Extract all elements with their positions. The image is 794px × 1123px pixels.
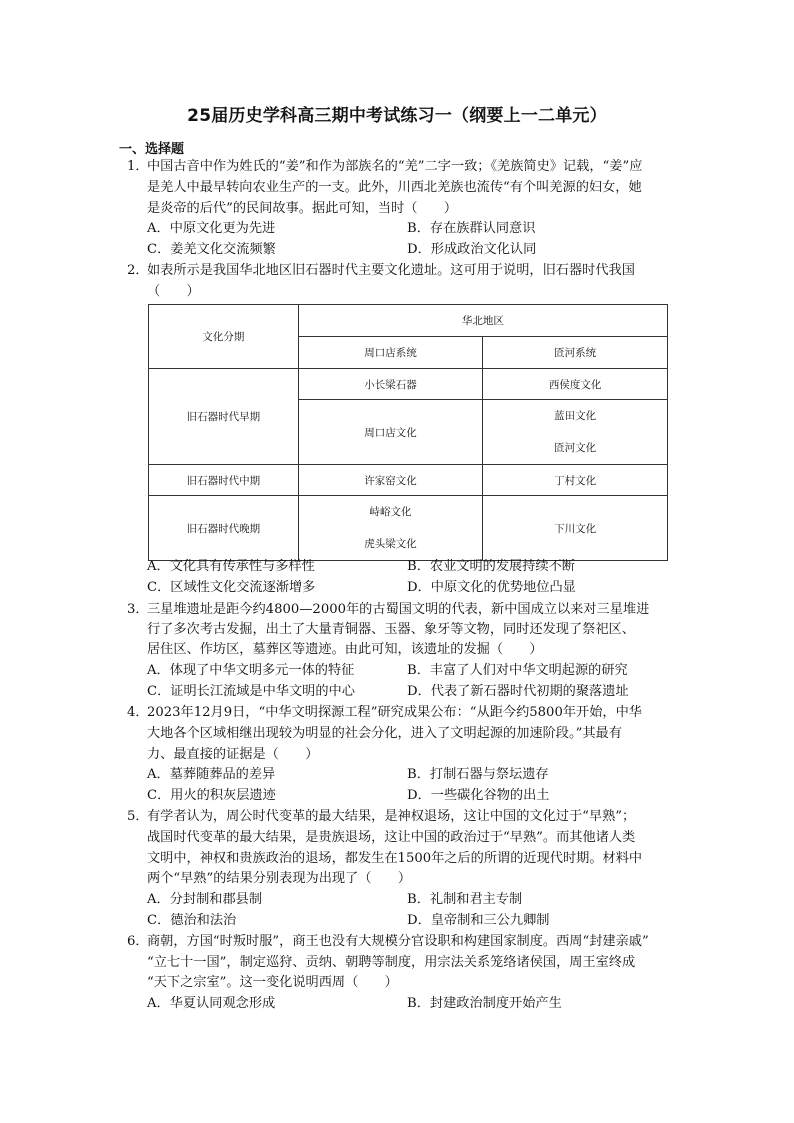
table-header-system-1: 周口店系统 <box>298 337 483 369</box>
option-b: B．丰富了人们对中华文明起源的研究 <box>407 663 628 678</box>
table-cell <box>483 400 668 465</box>
table-cell-period: 旧石器时代晚期 <box>149 496 299 561</box>
option-c: C．用火的积灰层遗迹 <box>147 788 276 803</box>
table-cell-line: 峙峪文化 <box>369 506 412 518</box>
option-a: A．中原文化更为先进 <box>147 221 276 236</box>
table-cell: 下川文化 <box>483 496 668 561</box>
question-text-line: 三星堆遗址是距今约4800—2000年的古蜀国文明的代表，新中国成立以来对三星堆进 <box>147 602 650 617</box>
question-text-line: 是炎帝的后代”的民间故事。据此可知，当时（ ） <box>147 201 458 216</box>
table-header-system-2: 匼河系统 <box>483 337 668 369</box>
question-text-line: 两个“早熟”的结果分别表现为出现了（ ） <box>147 871 412 886</box>
question-text-line: （ ） <box>147 284 200 299</box>
question-text-line: 是羌人中最早转向农业生产的一支。此外，川西北羌族也流传“有个叫羌源的妇女，她 <box>147 180 642 195</box>
table-cell-line: 匼河文化 <box>554 442 597 454</box>
question-text-line: 商朝，方国“时叛时服”，商王也没有大规模分官设职和构建国家制度。西周“封建亲戚” <box>147 934 649 949</box>
option-d: D．一些碳化谷物的出土 <box>407 788 550 803</box>
option-b: B．封建政治制度开始产生 <box>407 996 562 1011</box>
question-text-line: “立七十一国”，制定巡狩、贡纳、朝聘等制度，用宗法关系笼络诸侯国，周王室终成 <box>147 955 636 970</box>
question-text-line: 文明中，神权和贵族政治的退场，都发生在1500年之后的所谓的近现代时期。材料中 <box>147 851 643 866</box>
option-d: D．形成政治文化认同 <box>407 242 537 257</box>
option-b: B．存在族群认同意识 <box>407 221 536 236</box>
option-d: D．代表了新石器时代初期的聚落遗址 <box>407 684 629 699</box>
question-text-line: 中国古音中作为姓氏的“姜”和作为部族名的“羌”二字一致；《羌族简史》记载，“姜”应 <box>147 159 643 174</box>
question-text-line: 行了多次考古发掘，出土了大量青铜器、玉器、象牙等文物，同时还发现了祭祀区、 <box>147 622 635 637</box>
question-text-line: 有学者认为，周公时代变革的最大结果，是神权退场，这让中国的文化过于“早熟”； <box>147 809 636 824</box>
question-text-line: 战国时代变革的最大结果，是贵族退场，这让中国的政治过于“早熟”。而其他诸人类 <box>147 830 636 845</box>
option-b: B．礼制和君主专制 <box>407 892 523 907</box>
table-cell-period: 旧石器时代早期 <box>149 369 299 465</box>
culture-table <box>148 304 668 561</box>
question-number: 1． <box>127 159 149 174</box>
option-a: A．华夏认同观念形成 <box>147 996 276 1011</box>
table-cell: 丁村文化 <box>483 465 668 496</box>
option-d: D．皇帝制和三公九卿制 <box>407 913 550 928</box>
question-text-line: 居住区、作坊区，墓葬区等遗迹。由此可知，该遗址的发掘（ ） <box>147 642 543 657</box>
question-text-line: “天下之宗室”。这一变化说明西周（ ） <box>147 975 398 990</box>
table-cell <box>298 496 483 561</box>
question-text-line: 如表所示是我国华北地区旧石器时代主要文化遗址。这可用于说明，旧石器时代我国 <box>147 263 635 278</box>
table-cell-line: 虎头梁文化 <box>364 538 417 550</box>
option-d: D．中原文化的优势地位凸显 <box>407 580 576 595</box>
section-heading: 一、选择题 <box>119 142 185 157</box>
table-cell: 西侯度文化 <box>483 369 668 400</box>
question-text-line: 力、最直接的证据是（ ） <box>147 747 319 762</box>
option-b: B．农业文明的发展持续不断 <box>407 559 575 574</box>
table-header-period: 文化分期 <box>149 305 299 369</box>
table-cell: 许家窑文化 <box>298 465 483 496</box>
option-c: C．德治和法治 <box>147 913 237 928</box>
question-number: 4． <box>127 705 149 720</box>
page-title: 25届历史学科高三期中考试练习一（纲要上一二单元） <box>187 106 607 126</box>
option-b: B．打制石器与祭坛遗存 <box>407 767 549 782</box>
option-c: C．姜羌文化交流频繁 <box>147 242 276 257</box>
option-a: A．体现了中华文明多元一体的特征 <box>147 663 355 678</box>
table-cell: 周口店文化 <box>298 400 483 465</box>
table-cell: 小长梁石器 <box>298 369 483 400</box>
question-number: 2． <box>127 263 149 278</box>
question-text-line: 2023年12月9日，“中华文明探源工程”研究成果公布：“从距今约5800年开始，中华 <box>147 705 642 720</box>
question-text-line: 大地各个区域相继出现较为明显的社会分化，进入了文明起源的加速阶段。”其最有 <box>147 726 622 741</box>
option-a: A．文化具有传承性与多样性 <box>147 559 315 574</box>
table-cell-period: 旧石器时代中期 <box>149 465 299 496</box>
question-number: 3． <box>127 602 149 617</box>
option-c: C．证明长江流域是中华文明的中心 <box>147 684 355 699</box>
table-header-region: 华北地区 <box>298 305 667 337</box>
option-a: A．分封制和郡县制 <box>147 892 263 907</box>
option-c: C．区域性文化交流逐渐增多 <box>147 580 316 595</box>
question-number: 5． <box>127 809 149 824</box>
table-cell-line: 蓝田文化 <box>554 410 597 422</box>
option-a: A．墓葬随葬品的差异 <box>147 767 276 782</box>
question-number: 6． <box>127 934 149 949</box>
